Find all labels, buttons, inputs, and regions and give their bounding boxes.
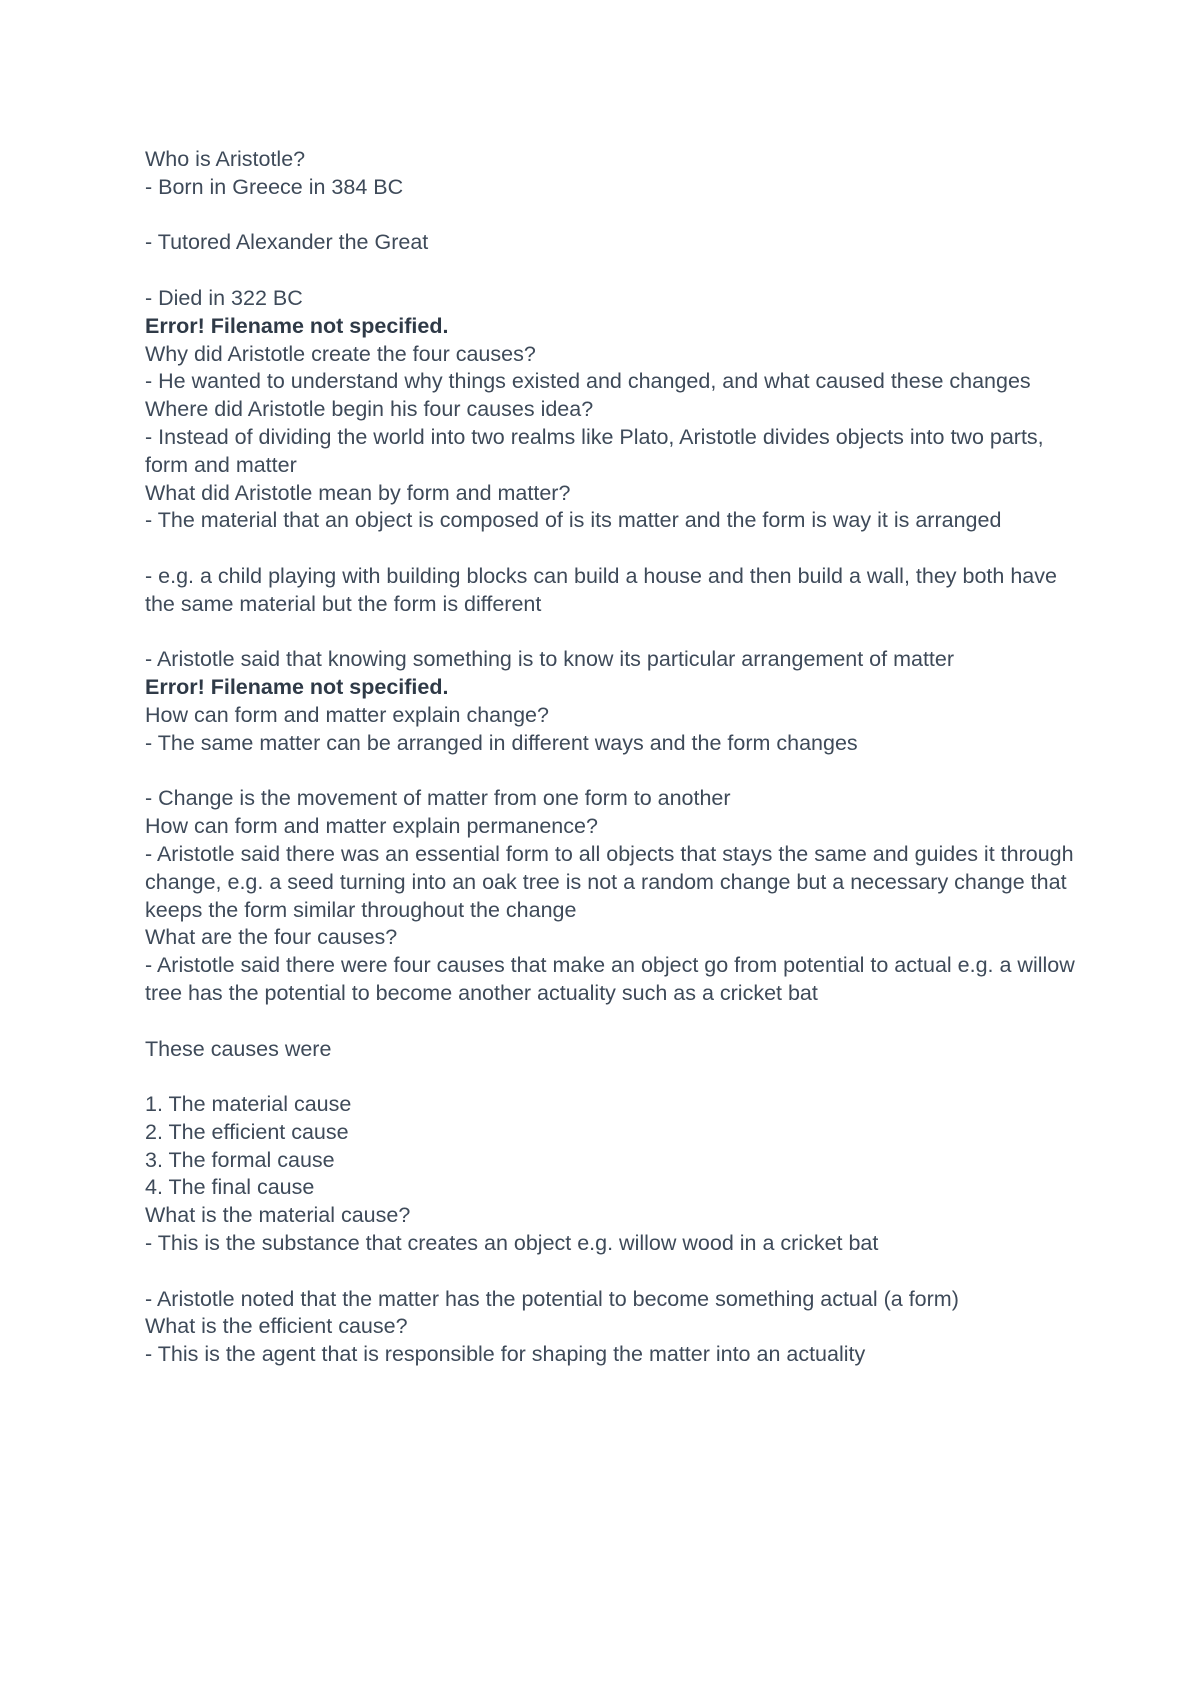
error-message: Error! Filename not specified.	[145, 313, 449, 338]
text-line: - The material that an object is composed of is its matter and the form is way it is arranged	[145, 508, 1002, 533]
text-line: - This is the substance that creates an object e.g. willow wood in a cricket bat	[145, 1231, 879, 1256]
text-line: What are the four causes?	[145, 925, 398, 950]
text-line: - This is the agent that is responsible for shaping the matter into an actuality	[145, 1342, 866, 1367]
text-line: - e.g. a child playing with building blocks can build a house and then build a wall, they both have the same material but the form is different	[145, 563, 1057, 616]
text-line: - Died in 322 BC	[145, 285, 303, 310]
blank-line	[145, 1258, 1085, 1286]
text-line: - Instead of dividing the world into two realms like Plato, Aristotle divides objects into two parts, form and matter	[145, 424, 1044, 477]
text-line: 3. The formal cause	[145, 1147, 335, 1172]
text-line: 1. The material cause	[145, 1092, 352, 1117]
text-line: - Change is the movement of matter from one form to another	[145, 786, 731, 811]
text-line: How can form and matter explain change?	[145, 702, 549, 727]
error-message: Error! Filename not specified.	[145, 675, 449, 700]
text-line: What is the material cause?	[145, 1203, 411, 1228]
text-line: 4. The final cause	[145, 1175, 315, 1200]
blank-line	[145, 619, 1085, 647]
document-page	[145, 146, 1085, 1369]
text-line: - Aristotle noted that the matter has the potential to become something actual (a form)	[145, 1286, 959, 1311]
text-line: Where did Aristotle begin his four causes idea?	[145, 397, 594, 422]
blank-line	[145, 758, 1085, 786]
text-line: 2. The efficient cause	[145, 1119, 349, 1144]
blank-line	[145, 535, 1085, 563]
text-line: - Aristotle said there were four causes that make an object go from potential to actual e.g. a willow tree has the potential to become another actuality such as a cricket bat	[145, 953, 1075, 1005]
text-line: - He wanted to understand why things existed and changed, and what caused these changes	[145, 369, 1031, 394]
text-line: Who is Aristotle?	[145, 147, 306, 171]
text-line: - Aristotle said there was an essential form to all objects that stays the same and guides it through change, e.g. a seed turning into an oak tree is not a random change but a necessary change that keeps the form similar throughout the change	[145, 841, 1074, 922]
text-line: - Aristotle said that knowing something is to know its particular arrangement of matter	[145, 647, 955, 672]
text-line: - Tutored Alexander the Great	[145, 230, 429, 255]
text-line: - Born in Greece in 384 BC	[145, 174, 404, 199]
text-line: Why did Aristotle create the four causes?	[145, 341, 536, 366]
blank-line	[145, 202, 1085, 230]
blank-line	[145, 257, 1085, 285]
text-line: What did Aristotle mean by form and matter?	[145, 480, 571, 505]
text-line: - The same matter can be arranged in different ways and the form changes	[145, 730, 858, 755]
blank-line	[145, 1008, 1085, 1036]
blank-line	[145, 1063, 1085, 1091]
text-line: How can form and matter explain permanence?	[145, 814, 598, 839]
text-line: What is the efficient cause?	[145, 1314, 408, 1339]
text-line: These causes were	[145, 1036, 332, 1061]
